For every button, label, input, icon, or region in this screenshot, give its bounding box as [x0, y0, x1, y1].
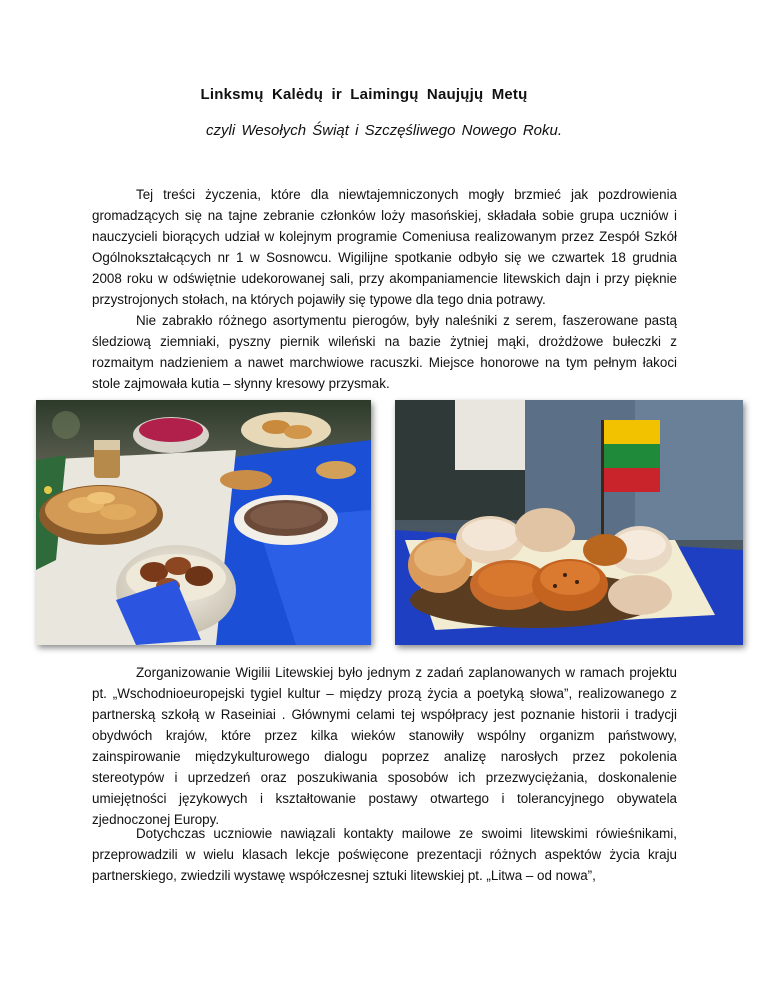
document-subtitle: czyli Wesołych Świąt i Szczęśliwego Nowego Roku.: [205, 122, 563, 139]
paragraph-1a: Tej treści życzenia, które dla niewtajemniczonych mogły brzmieć jak pozdrowienia gromadzących się na tajne zebranie członków loży masońskiej, składała sobie grupa uczniów i nauczycieli biorących udział w kolejnym programie Comeniusa realizowanym przez Zespół Szkół Ogólnokształcących nr 1 w Sosnowcu. Wigilijne spotkanie odbyło się we czwartek 18 grudnia 2008 roku w odświętnie udekorowanej sali, przy akompaniamencie litewskich dajn i przy pięknie przystrojonych stołach, na których pojawiły się typowe dla tego dnia potrawy.: [92, 187, 677, 307]
paragraph-2: Zorganizowanie Wigilii Litewskiej było jednym z zadań zaplanowanych w ramach projektu pt. „Wschodnioeuropejski tygiel kultur – między prozą życia a poetyką słowa”, realizowanego z partnerską szkołą w Raseiniai . Głównymi celami tej współpracy jest poznanie historii i tradycji obydwóch krajów, które przez kilka wieków stanowiły wspólny organizm państwowy, zainspirowanie międzykulturowego dialogu poprzez analizę narosłych przez pokolenia stereotypów i uprzedzeń oraz poszukiwania sposobów ich przezwyciężania, doskonalenie umiejętności językowych i kształtowanie postawy otwartego i tolerancyjnego obywatela zjednoczonej Europy.: [92, 665, 677, 827]
paragraph-1: [92, 184, 677, 394]
food-table-photo: [36, 400, 371, 645]
paragraph-3: Dotychczas uczniowie nawiązali kontakty mailowe ze swoimi litewskimi rówieśnikami, przeprowadzili w wielu klasach lekcje poświęcone prezentacji różnych aspektów życia kraju partnerskiego, zwiedzili wystawę współczesnej sztuki litewskiej pt. „Litwa – od nowa”,: [92, 826, 677, 883]
buns-flag-photo: [395, 400, 743, 645]
paragraph-1b: Nie zabrakło różnego asortymentu pierogów, były naleśniki z serem, faszerowane pastą śledziową ziemniaki, pyszny piernik wileński na bazie żytniej mąki, drożdżowe bułeczki z rozmaitym nadzieniem a nawet marchwiowe racuszki. Miejsce honorowe na tym pełnym łakoci stole zajmowała kutia – słynny kresowy przysmak.: [92, 313, 677, 391]
document-title: Linksmų Kalėdų ir Laimingų Naujųjų Metų: [200, 86, 528, 103]
